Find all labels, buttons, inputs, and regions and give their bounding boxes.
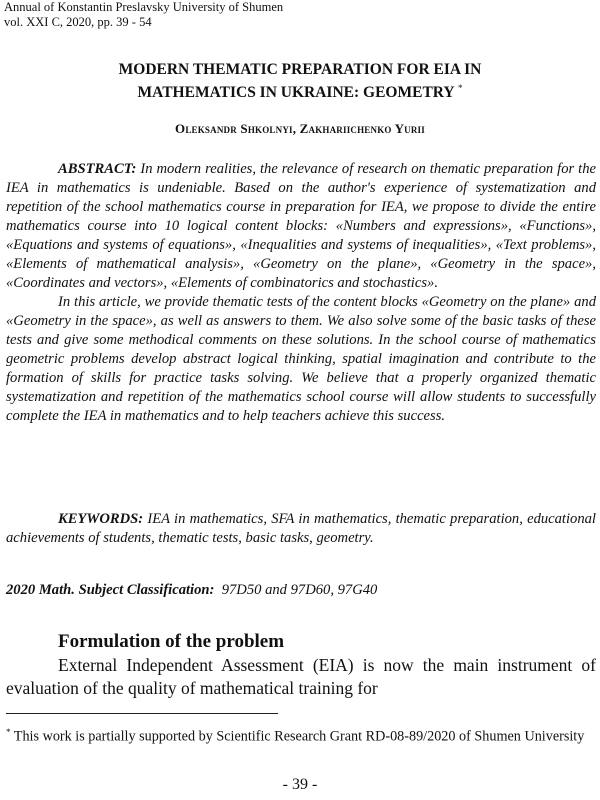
footnote-divider	[6, 713, 278, 714]
keywords-label: KEYWORDS:	[58, 511, 144, 527]
footnote-text: This work is partially supported by Scientific Research Grant RD-08-89/2020 of Shumen University	[13, 728, 585, 745]
footnote-mark: *	[6, 727, 11, 737]
authors: Oleksandr Shkolnyi, Zakhariichenko Yurii	[175, 121, 425, 136]
abstract-label: ABSTRACT:	[58, 161, 137, 177]
journal-header	[4, 0, 283, 30]
footnote	[6, 723, 586, 746]
abstract	[6, 160, 596, 426]
journal-name: Annual of Konstantin Preslavsky University of Shumen	[4, 0, 284, 14]
page-number: - 39 -	[282, 776, 318, 793]
keywords-text: IEA in mathematics, SFA in mathematics, thematic preparation, educational achievements of students, thematic tests, basic tasks, geometry.	[6, 511, 596, 546]
msc-text: 97D50 and 97D60, 97G40	[221, 582, 378, 598]
title-line-1: MODERN THEMATIC PREPARATION FOR EIA IN	[118, 61, 482, 78]
section-heading: Formulation of the problem	[58, 631, 285, 652]
subject-classification	[6, 581, 596, 600]
keywords	[6, 510, 596, 548]
section-body: External Independent Assessment (EIA) is now the main instrument of evaluation of the quality of mathematical training for	[6, 655, 596, 698]
title-footnote-mark: *	[457, 83, 463, 93]
abstract-text-1: In modern realities, the relevance of research on thematic preparation for the IEA in mathematics is undeniable. Based on the author's experience of systematization and repetition of the school mathematics course in preparation for IEA, we propose to divide the entire mathematics course into 10 logical content blocks: «Numbers and expressions», «Functions», «Equations and systems of equations», «Inequalities and systems of inequalities», «Text problems», «Elements of mathematical analysis», «Geometry on the plane», «Geometry in the space», «Coordinates and vectors», «Elements of combinatorics and stochastics».	[6, 161, 596, 291]
journal-volume: vol. XXI C, 2020, pp. 39 - 54	[4, 15, 152, 29]
title-line-2	[40, 79, 560, 102]
abstract-paragraph-1	[6, 160, 596, 293]
paper-title	[40, 60, 560, 102]
msc-label: 2020 Math. Subject Classification:	[6, 582, 215, 598]
abstract-paragraph-2: In this article, we provide thematic tests of the content blocks «Geometry on the plane» and «Geometry in the space», as well as answers to them. We also solve some of the basic tasks of these tests and give some methodical comments on these solutions. In the school course of mathematics geometric problems develop abstract logical thinking, spatial imagination and contribute to the formation of skills for practice tasks solving. We believe that a properly organized thematic systematization and repetition of the mathematics school course will allow students to successfully complete the IEA in mathematics and to help teachers achieve this success.	[6, 294, 596, 424]
title-line-2-text: MATHEMATICS IN UKRAINE: GEOMETRY	[137, 84, 455, 102]
